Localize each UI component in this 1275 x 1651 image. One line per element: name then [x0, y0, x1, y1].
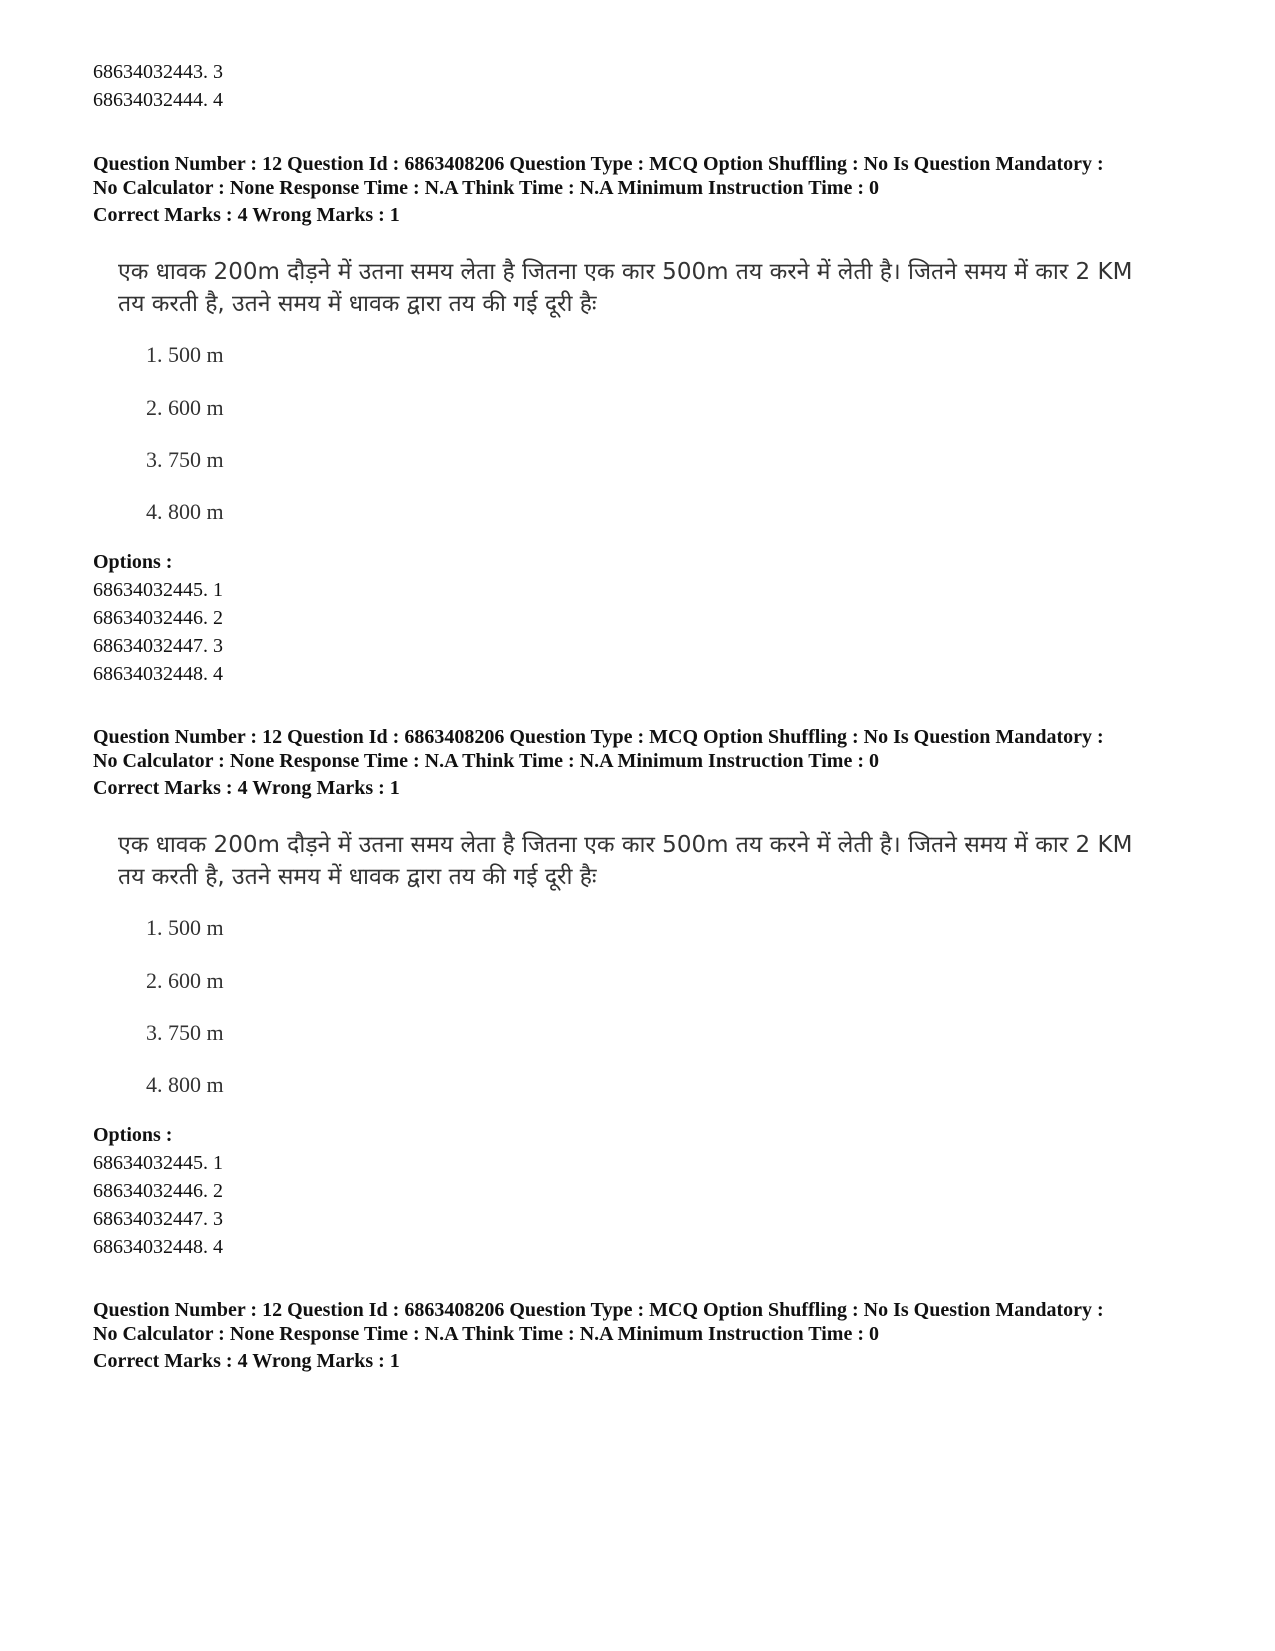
answer-choice: 4. 800 m	[146, 499, 224, 524]
option-id-line: 68634032447. 3	[93, 1208, 223, 1230]
answer-choice: 1. 500 m	[146, 915, 224, 940]
option-id-line: 68634032445. 1	[93, 579, 223, 601]
marks-line: Correct Marks : 4 Wrong Marks : 1	[93, 777, 400, 799]
question-text	[118, 829, 1178, 893]
question-meta-line: Question Number : 12 Question Id : 6863408206 Question Type : MCQ Option Shuffling : No Is Question Mandatory :	[93, 153, 1104, 175]
option-id-line: 68634032447. 3	[93, 635, 223, 657]
options-label: Options :	[93, 1124, 173, 1146]
option-id-line: 68634032446. 2	[93, 1180, 223, 1202]
answer-choice: 2. 600 m	[146, 968, 224, 993]
question-meta-line: No Calculator : None Response Time : N.A Think Time : N.A Minimum Instruction Time : 0	[93, 1323, 879, 1345]
question-text-line: तय करती है, उतने समय में धावक द्वारा तय की गई दूरी हैः	[118, 291, 597, 317]
question-meta	[93, 152, 1193, 200]
question-meta-line: No Calculator : None Response Time : N.A Think Time : N.A Minimum Instruction Time : 0	[93, 750, 879, 772]
question-meta-line: Question Number : 12 Question Id : 6863408206 Question Type : MCQ Option Shuffling : No Is Question Mandatory :	[93, 1299, 1104, 1321]
question-image	[118, 829, 1188, 1109]
marks-line: Correct Marks : 4 Wrong Marks : 1	[93, 204, 400, 226]
question-meta-line: Question Number : 12 Question Id : 6863408206 Question Type : MCQ Option Shuffling : No Is Question Mandatory :	[93, 726, 1104, 748]
option-id-line: 68634032443. 3	[93, 61, 223, 83]
answer-choice: 3. 750 m	[146, 1020, 224, 1045]
option-id-line: 68634032446. 2	[93, 607, 223, 629]
question-text-line: एक धावक 200m दौड़ने में उतना समय लेता है जितना एक कार 500m तय करने में लेती है। जितने समय में कार 2 KM	[118, 259, 1133, 285]
question-text-line: एक धावक 200m दौड़ने में उतना समय लेता है जितना एक कार 500m तय करने में लेती है। जितने समय में कार 2 KM	[118, 832, 1133, 858]
option-id-line: 68634032448. 4	[93, 1236, 223, 1258]
answer-choice: 2. 600 m	[146, 395, 224, 420]
option-id-line: 68634032445. 1	[93, 1152, 223, 1174]
question-text-line: तय करती है, उतने समय में धावक द्वारा तय की गई दूरी हैः	[118, 864, 597, 890]
option-id-line: 68634032448. 4	[93, 663, 223, 685]
answer-choice: 1. 500 m	[146, 342, 224, 367]
question-meta	[93, 725, 1193, 773]
options-label: Options :	[93, 551, 173, 573]
answer-choice: 3. 750 m	[146, 447, 224, 472]
question-text	[118, 256, 1178, 320]
answer-choice: 4. 800 m	[146, 1072, 224, 1097]
question-meta-line: No Calculator : None Response Time : N.A Think Time : N.A Minimum Instruction Time : 0	[93, 177, 879, 199]
question-image	[118, 256, 1188, 536]
option-id-line: 68634032444. 4	[93, 89, 223, 111]
question-meta	[93, 1298, 1193, 1346]
marks-line: Correct Marks : 4 Wrong Marks : 1	[93, 1350, 400, 1372]
